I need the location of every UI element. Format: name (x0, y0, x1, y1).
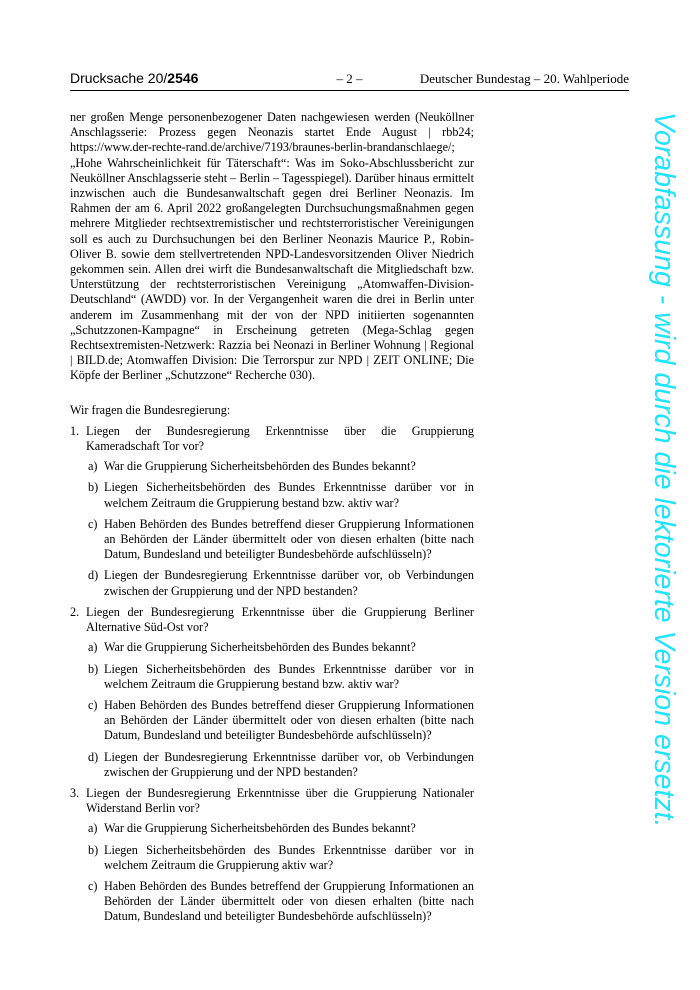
sub-question-text: Haben Behörden des Bundes betreffend dieser Gruppierung Informationen an Behörden der Länder übermittelt oder von diesen erhalten (bitte nach Datum, Bundesland und beteiligter Bundesbehörde aufschlüsseln)? (104, 516, 474, 562)
question-lead: Wir fragen die Bundesregierung: (70, 402, 231, 417)
sub-question-item (70, 821, 474, 836)
sub-question-item (70, 640, 474, 655)
sub-question-text: War die Gruppierung Sicherheitsbehörden des Bundes bekannt? (104, 640, 416, 655)
sub-question-letter: c) (88, 878, 98, 893)
sub-question-letter: a) (88, 640, 98, 655)
sub-question-text: War die Gruppierung Sicherheitsbehörden des Bundes bekannt? (104, 459, 416, 474)
intro-paragraph: ner großen Menge personenbezogener Daten nachgewiesen werden (Neuköllner Anschlagsserie: Prozess gegen Neonazis startet Ende August | rbb24; https://www.der-rechte-rand.de/archive/7193/braunes-berlin-brandanschlaege/; „Hohe Wahrscheinlichkeit für Täterschaft“: Was im Soko-Abschlussbericht zur Neuköllner Anschlagsserie steht – Berlin – Tagesspiegel). Darüber hinaus ermittelt inzwischen auch die Bundesanwaltschaft gegen drei Berliner Neonazis. Im Rahmen der am 6. April 2022 großangelegten Durchsuchungsmaßnahmen gegen mehrere Mitglieder rechtsextremistischer und rechtsterroristischer Vereinigungen soll es auch zu Durchsuchungen bei den Berliner Neonazis Maurice P., Robin-Oliver B. sowie dem stellvertretenden NPD-Landesvorsitzenden Oliver Niedrich gekommen sein. Allen drei wirft die Bundesanwaltschaft die Mitgliedschaft bzw. Unterstützung der rechtsterroristischen Vereinigung „Atomwaffen-Division-Deutschland“ (AWDD) vor. In der Vergangenheit waren die drei in Berlin unter anderem im Zusammenhang mit der von der NPD initiierten sogenannten „Schutzzonen-Kampagne“ in Erscheinung getreten (Mega-Schlag gegen Rechtsextremisten-Netzwerk: Razzia bei Neonazi in Berliner Wohnung | Regional | BILD.de; Atomwaffen Division: Die Terrorspur zur NPD | ZEIT ONLINE; Die Köpfe der Berliner „Schutzzone“ Recherche 030). (70, 110, 474, 383)
sub-question-letter: c) (88, 697, 98, 712)
sub-question-letter: d) (88, 749, 99, 764)
sub-question-text: Haben Behörden des Bundes betreffend der Gruppierung Informationen an Behörden der Länder übermittelt oder von diesen erhalten (bitte nach Datum, Bundesland und beteiligter Bundesbehörde aufschlüsseln)? (104, 878, 474, 924)
question-text: Liegen der Bundesregierung Erkenntnisse über die Gruppierung Berliner Alternative Süd-Ost vor? (86, 604, 474, 635)
sub-question-item (70, 750, 474, 780)
sub-question-item (70, 480, 474, 510)
page-header (70, 68, 629, 91)
draft-watermark: Vorabfassung - wird durch die lektorierte Version ersetzt. (648, 112, 680, 828)
sub-question-text: War die Gruppierung Sicherheitsbehörden des Bundes bekannt? (104, 821, 416, 836)
sub-question-letter: a) (88, 459, 98, 474)
drucksache-id: 2546 (167, 70, 199, 86)
sub-question-letter: b) (88, 661, 99, 676)
question-number: 1. (70, 423, 80, 438)
sub-question-letter: a) (88, 821, 98, 836)
question-text: Liegen der Bundesregierung Erkenntnisse über die Gruppierung Kameradschaft Tor vor? (86, 423, 474, 454)
question-item (70, 786, 474, 816)
sub-question-item (70, 662, 474, 692)
question-number: 2. (70, 604, 80, 619)
sub-question-item (70, 568, 474, 598)
sub-question-text: Liegen Sicherheitsbehörden des Bundes Erkenntnisse darüber vor in welchem Zeitraum die Gruppierung aktiv war? (104, 842, 474, 872)
sub-question-item (70, 879, 474, 925)
question-text: Liegen der Bundesregierung Erkenntnisse über die Gruppierung Nationaler Widerstand Berlin vor? (86, 785, 474, 816)
sub-question-item (70, 843, 474, 873)
institution-label: Deutscher Bundestag – 20. Wahlperiode (419, 71, 629, 86)
question-item (70, 424, 474, 454)
sub-question-text: Liegen der Bundesregierung Erkenntnisse darüber vor, ob Verbindungen zwischen der Gruppierung und der NPD bestanden? (104, 749, 474, 779)
sub-question-item (70, 698, 474, 744)
sub-question-letter: b) (88, 842, 99, 857)
drucksache-label: Drucksache 20/ (70, 70, 168, 86)
page-number: – 2 – (336, 71, 363, 86)
question-number: 3. (70, 785, 80, 800)
sub-question-letter: c) (88, 516, 98, 531)
sub-question-letter: b) (88, 480, 99, 495)
sub-question-text: Haben Behörden des Bundes betreffend dieser Gruppierung Informationen an Behörden der Länder übermittelt oder von diesen erhalten (bitte nach Datum, Bundesland und beteiligter Bundesbehörde aufschlüsseln)? (104, 697, 474, 743)
sub-question-item (70, 517, 474, 563)
document-body (70, 110, 474, 931)
sub-question-letter: d) (88, 568, 99, 583)
question-item (70, 605, 474, 635)
sub-question-item (70, 459, 474, 474)
sub-question-text: Liegen Sicherheitsbehörden des Bundes Erkenntnisse darüber vor in welchem Zeitraum die Gruppierung bestand bzw. aktiv war? (104, 661, 474, 691)
sub-question-text: Liegen Sicherheitsbehörden des Bundes Erkenntnisse darüber vor in welchem Zeitraum die Gruppierung bestand bzw. aktiv war? (104, 480, 474, 510)
sub-question-text: Liegen der Bundesregierung Erkenntnisse darüber vor, ob Verbindungen zwischen der Gruppierung und der NPD bestanden? (104, 568, 474, 598)
